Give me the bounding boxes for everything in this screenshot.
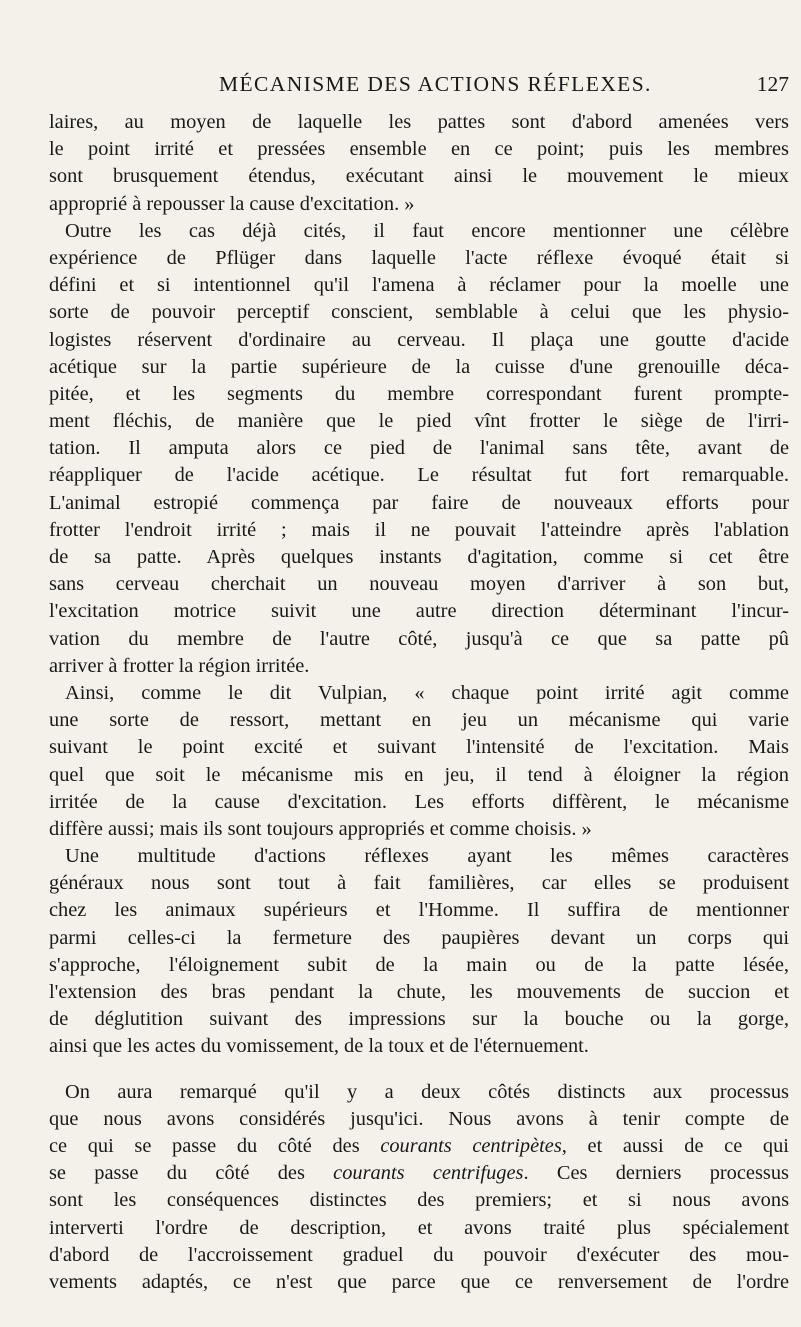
text-line: diffère aussi; mais ils sont toujours appropriés et comme choisis. » bbox=[49, 817, 592, 840]
text-run: que nous avons considérés jusqu'ici. Nous avons à tenir compte de bbox=[49, 1107, 789, 1130]
text-line: chez les animaux supérieurs et l'Homme. Il suffira de mentionner bbox=[49, 899, 789, 922]
section-gap bbox=[49, 1061, 789, 1079]
text-line bbox=[49, 1187, 789, 1214]
body-text bbox=[49, 109, 789, 1296]
text-line: l'extension des bras pendant la chute, les mouvements de succion et bbox=[49, 981, 789, 1003]
text-line bbox=[49, 1160, 789, 1187]
paragraph bbox=[49, 843, 789, 1061]
text-line: suivant le point excité et suivant l'intensité de l'excitation. Mais bbox=[49, 736, 789, 759]
running-title: MÉCANISME DES ACTIONS RÉFLEXES. bbox=[219, 72, 652, 96]
text-line: l'excitation motrice suivit une autre direction déterminant l'incur- bbox=[49, 600, 789, 623]
text-line: sorte de pouvoir perceptif conscient, semblable à celui que les physio- bbox=[49, 301, 789, 324]
text-line: Une multitude d'actions réflexes ayant les mêmes caractères bbox=[65, 845, 789, 868]
paragraph bbox=[49, 109, 789, 218]
text-run: . Ces derniers processus bbox=[523, 1162, 789, 1185]
text-run: se passe du côté des bbox=[49, 1162, 334, 1185]
italic-term: courants centripètes bbox=[380, 1134, 562, 1157]
text-line: quel que soit le mécanisme mis en jeu, il tend à éloigner la région bbox=[49, 763, 789, 786]
text-run: ce qui se passe du côté des bbox=[49, 1134, 381, 1157]
text-run: vements adaptés, ce n'est que parce que ce renversement de l'ordre bbox=[49, 1270, 789, 1293]
text-line: de sa patte. Après quelques instants d'agitation, comme si cet être bbox=[49, 546, 789, 568]
text-line: s'approche, l'éloignement subit de la main ou de la patte lésée, bbox=[49, 953, 789, 976]
text-line: sans cerveau cherchait un nouveau moyen d'arriver à son but, bbox=[49, 573, 789, 596]
italic-term: courants centrifuges bbox=[333, 1162, 524, 1185]
text-line: arriver à frotter la région irritée. bbox=[49, 654, 310, 677]
text-run: sont les conséquences distinctes des premiers; et si nous avons bbox=[49, 1189, 789, 1212]
text-run: , et aussi de ce qui bbox=[561, 1134, 789, 1157]
text-line: irritée de la cause d'excitation. Les efforts diffèrent, le mécanisme bbox=[49, 790, 789, 813]
text-run: d'abord de l'accroissement graduel du pouvoir d'exécuter des mou- bbox=[49, 1243, 789, 1266]
text-line: logistes réservent d'ordinaire au cerveau. Il plaça une goutte d'acide bbox=[49, 328, 789, 351]
text-line: L'animal estropié commença par faire de nouveaux efforts pour bbox=[49, 491, 789, 514]
text-line bbox=[49, 1106, 789, 1133]
text-line: parmi celles-ci la fermeture des paupières devant un corps qui bbox=[49, 926, 789, 949]
text-line: pitée, et les segments du membre correspondant furent prompte- bbox=[49, 382, 789, 405]
text-line: laires, au moyen de laquelle les pattes sont d'abord amenées vers bbox=[49, 111, 789, 133]
paragraph bbox=[49, 218, 789, 680]
text-line: tation. Il amputa alors ce pied de l'animal sans tête, avant de bbox=[49, 437, 789, 460]
text-line: vation du membre de l'autre côté, jusqu'à ce que sa patte pû bbox=[49, 627, 789, 650]
page-number: 127 bbox=[756, 72, 789, 96]
paragraph bbox=[49, 1079, 789, 1297]
text-line: une sorte de ressort, mettant en jeu un mécanisme qui varie bbox=[49, 709, 789, 732]
text-line: ainsi que les actes du vomissement, de la toux et de l'éternuement. bbox=[49, 1035, 589, 1058]
text-line: acétique sur la partie supérieure de la cuisse d'une grenouille déca- bbox=[49, 355, 789, 378]
text-line bbox=[49, 1242, 789, 1269]
text-line bbox=[49, 1215, 789, 1242]
text-line: Ainsi, comme le dit Vulpian, « chaque point irrité agit comme bbox=[65, 681, 789, 704]
text-run: interverti l'ordre de description, et avons traité plus spécialement bbox=[49, 1216, 789, 1239]
text-line: défini et si intentionnel qu'il l'amena à réclamer pour la moelle une bbox=[49, 274, 789, 297]
text-line bbox=[49, 1079, 789, 1106]
text-line: généraux nous sont tout à fait familières, car elles se produisent bbox=[49, 872, 789, 895]
text-line: le point irrité et pressées ensemble en ce point; puis les membres bbox=[49, 138, 789, 161]
text-run: On aura remarqué qu'il y a deux côtés distincts aux processus bbox=[65, 1080, 789, 1103]
text-line: Outre les cas déjà cités, il faut encore mentionner une célèbre bbox=[65, 219, 789, 242]
running-head bbox=[49, 72, 789, 102]
text-line bbox=[49, 1269, 789, 1296]
paragraph bbox=[49, 680, 789, 843]
text-line: expérience de Pflüger dans laquelle l'acte réflexe évoqué était si bbox=[49, 246, 789, 269]
text-line: ment fléchis, de manière que le pied vînt frotter le siège de l'irri- bbox=[49, 410, 789, 433]
text-line: sont brusquement étendus, exécutant ainsi le mouvement le mieux bbox=[49, 165, 789, 188]
text-line: de déglutition suivant des impressions sur la bouche ou la gorge, bbox=[49, 1008, 789, 1031]
text-line bbox=[49, 1133, 789, 1160]
text-line: approprié à repousser la cause d'excitation. » bbox=[49, 192, 415, 215]
text-line: réappliquer de l'acide acétique. Le résultat fut fort remarquable. bbox=[49, 464, 789, 487]
text-line: frotter l'endroit irrité ; mais il ne pouvait l'atteindre après l'ablation bbox=[49, 518, 789, 541]
